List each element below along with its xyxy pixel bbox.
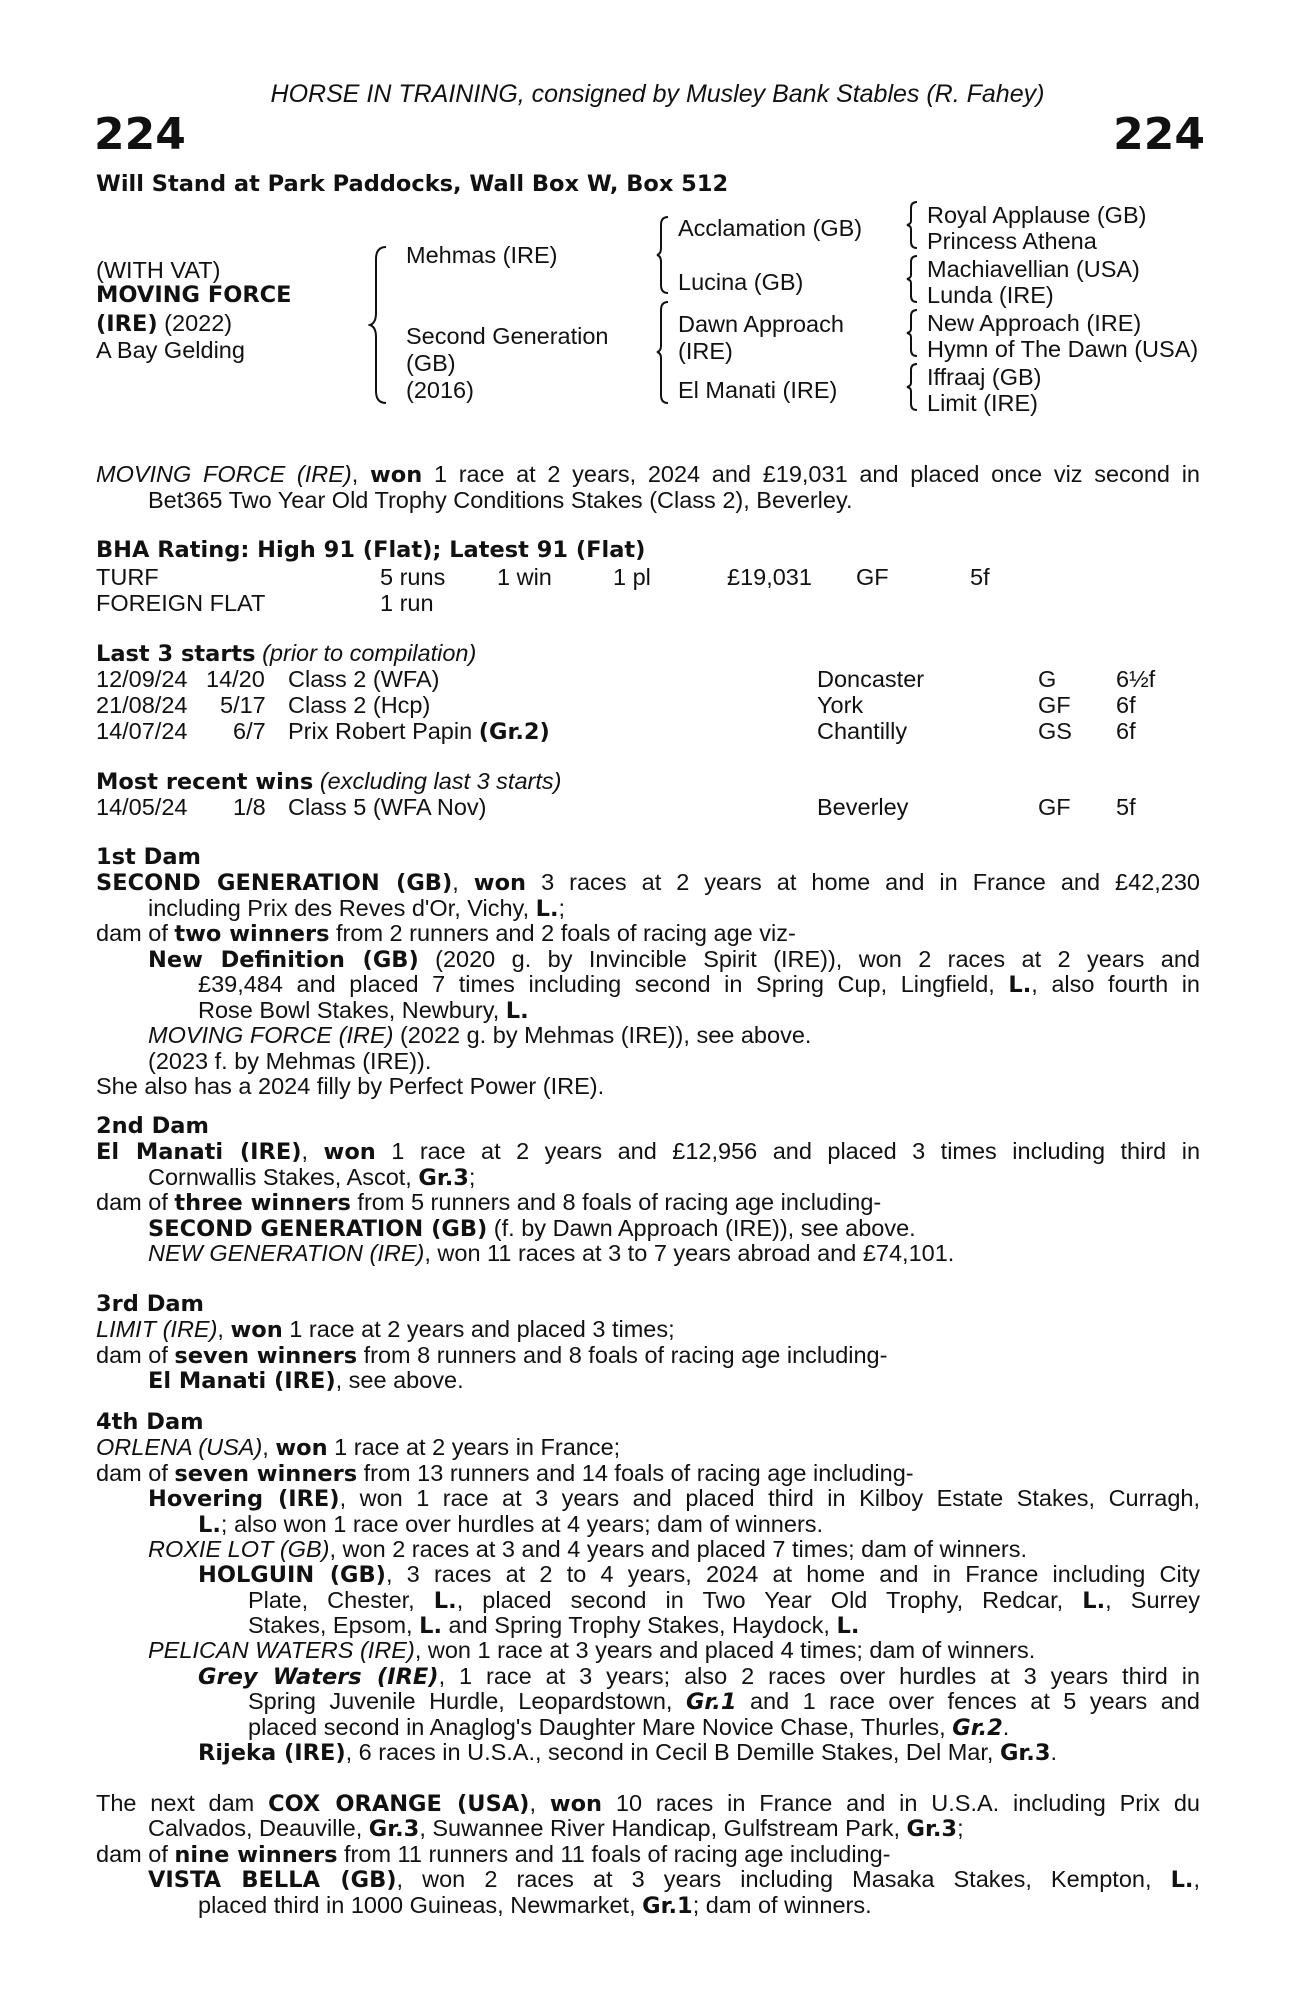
group-marker: Gr.1 (685, 1689, 737, 1715)
vista-bella-line-1 (148, 1867, 1200, 1894)
progeny-name: Grey Waters (IRE) (198, 1664, 439, 1690)
group-marker: Gr.1 (642, 1893, 693, 1919)
dam1-progeny-3: (2023 f. by Mehmas (IRE)). (148, 1048, 432, 1074)
summary-line-1: MOVING FORCE (IRE), won 1 race at 2 years, 2024 and £19,031 and placed once viz second in (96, 461, 1200, 488)
rating-going: GF (856, 564, 889, 590)
dam2-line-3 (96, 1190, 1200, 1217)
dam2-winners: three winners (174, 1190, 351, 1216)
lot-number-left: 224 (94, 109, 186, 160)
dam-name-line1: Second Generation (406, 323, 609, 349)
dam-dam: El Manati (IRE) (678, 377, 838, 403)
bha-rating-heading: BHA Rating: High 91 (Flat); Latest 91 (Flat) (96, 537, 646, 563)
dam3-text: 1 race at 2 years and placed 3 times; (282, 1316, 675, 1342)
dam1-line-1: SECOND GENERATION (GB), won 3 races at 2 years at home and in France and £42,230 (96, 869, 1201, 896)
win-date: 14/05/24 (96, 794, 188, 820)
progeny-text: placed second in Anaglog's Daughter Mare Novice Chase, Thurles, (248, 1714, 953, 1740)
progeny-text: , 1 race at 3 years; also 2 races over hurdles at 3 years third in (438, 1663, 1200, 1689)
progeny-name: PELICAN WATERS (IRE) (148, 1637, 415, 1663)
progeny-name: ROXIE LOT (GB) (148, 1536, 330, 1562)
progeny-name: HOLGUIN (GB) (198, 1562, 386, 1588)
dam2-dam-of: dam of (96, 1189, 175, 1215)
dam4-line-1 (96, 1435, 1200, 1462)
dam2-line-1 (96, 1139, 1200, 1166)
start-race-name: Prix Robert Papin (288, 718, 473, 744)
progeny-text: Stakes, Epsom, (248, 1612, 420, 1638)
gen3-sire-dam-dam: Lunda (IRE) (927, 282, 1054, 308)
next-dam-winners: nine winners (174, 1842, 338, 1868)
vat-note: (WITH VAT) (96, 257, 221, 283)
dam2-progeny-2 (148, 1241, 1252, 1267)
group-marker: Gr.3 (418, 1165, 469, 1191)
horse-description: A Bay Gelding (96, 337, 245, 363)
progeny-name: VISTA BELLA (GB) (148, 1867, 397, 1893)
gen3-dam-dam-dam: Limit (IRE) (927, 390, 1038, 416)
win-course: Beverley (817, 794, 909, 820)
sire-name: Mehmas (IRE) (406, 242, 558, 268)
dam-brace (655, 300, 671, 405)
lot-number-right: 224 (1113, 109, 1205, 160)
dam2-text: 1 race at 2 years and £12,956 and placed 3 times including third in (375, 1138, 1201, 1164)
group-marker: Gr.3 (906, 1816, 958, 1842)
progeny-text: , see above. (335, 1367, 464, 1393)
gen3-sire-sire-sire: Royal Applause (GB) (927, 202, 1147, 228)
dam3-line-1 (96, 1317, 1200, 1344)
horse-origin (96, 310, 232, 338)
last-starts-heading (96, 640, 476, 668)
dam2-progeny-1 (148, 1216, 1252, 1243)
dam4-line-2 (96, 1461, 1200, 1488)
progeny-name: MOVING FORCE (IRE) (148, 1022, 394, 1048)
dam-name-line2: (GB) (406, 350, 456, 376)
vista-bella-line-2 (198, 1893, 1302, 1920)
dam4-text: 1 race at 2 years in France; (327, 1434, 621, 1460)
dam2-line-2 (148, 1165, 1252, 1192)
dam2-name: El Manati (IRE) (96, 1139, 302, 1165)
next-dam-dam-of: dam of (96, 1841, 175, 1867)
grey-waters-line-1 (198, 1664, 1200, 1691)
group-marker: Gr.3 (999, 1740, 1051, 1766)
separator: , (262, 1434, 276, 1460)
dam3-runners: from 8 runners and 8 foals of racing age including- (357, 1342, 888, 1368)
dam1-dam-of: dam of (96, 920, 175, 946)
dam1-progeny-2 (148, 1023, 1252, 1049)
progeny-text: Spring Juvenile Hurdle, Leopardstown, (248, 1688, 686, 1714)
horse-country: (IRE) (96, 311, 158, 337)
dam2-runners: from 5 runners and 8 foals of racing age including- (350, 1189, 882, 1215)
progeny-text: , placed second in Two Year Old Trophy, Redcar, (456, 1587, 1083, 1613)
gen3-brace-2 (905, 254, 919, 304)
listed-marker: L. (433, 1588, 457, 1614)
start-going: GS (1038, 718, 1072, 744)
pelican-waters-line (148, 1638, 1252, 1664)
dam-sire-line1: Dawn Approach (678, 311, 844, 337)
progeny-text: Rose Bowl Stakes, Newbury, (198, 997, 506, 1023)
rating-earnings: £19,031 (727, 564, 812, 590)
dam1-text-2-end: ; (558, 895, 566, 921)
next-dam-runners: from 11 runners and 11 foals of racing age including- (337, 1841, 891, 1867)
dam3-progeny-1 (148, 1368, 1252, 1395)
listed-marker: L. (1170, 1867, 1194, 1893)
dam4-heading: 4th Dam (96, 1409, 204, 1435)
win-race: Class 5 (WFA Nov) (288, 794, 487, 820)
start-distance: 6f (1116, 718, 1136, 744)
grey-waters-line-2 (248, 1689, 1200, 1716)
progeny-text: . (1050, 1739, 1058, 1765)
dam3-line-2 (96, 1343, 1200, 1370)
progeny-text: , won 2 races at 3 years including Masaka Stakes, Kempton, (396, 1866, 1171, 1892)
gen3-sire-sire-dam: Princess Athena (927, 228, 1097, 254)
consignor-line: HORSE IN TRAINING, consigned by Musley Bank Stables (R. Fahey) (270, 80, 1045, 108)
start-race (288, 718, 550, 746)
progeny-text: ; also won 1 race over hurdles at 4 years; dam of winners. (220, 1511, 824, 1537)
start-position: 14/20 (206, 666, 265, 692)
rating-runs: 1 run (380, 590, 434, 616)
dam3-heading: 3rd Dam (96, 1291, 204, 1317)
dam2-won: won (323, 1139, 376, 1165)
progeny-text: (2020 g. by Invincible Spirit (IRE)), won 2 races at 2 years and (418, 946, 1201, 972)
progeny-text: , won 11 races at 3 to 7 years abroad and £74,101. (424, 1240, 955, 1266)
sire-brace (655, 215, 671, 295)
win-going: GF (1038, 794, 1071, 820)
next-dam-text: ; (957, 1815, 964, 1841)
next-dam-text: Calvados, Deauville, (148, 1815, 369, 1841)
dam2-text-2: Cornwallis Stakes, Ascot, (148, 1164, 419, 1190)
hovering-line-2 (198, 1512, 1302, 1539)
gen3-sire-dam-sire: Machiavellian (USA) (927, 256, 1140, 282)
start-distance: 6f (1116, 692, 1136, 718)
group-marker: Gr.3 (368, 1816, 420, 1842)
dam1-heading: 1st Dam (96, 844, 201, 870)
rating-surface: FOREIGN FLAT (96, 590, 266, 616)
progeny-text: , Surrey (1105, 1587, 1200, 1613)
gen3-dam-sire-sire: New Approach (IRE) (927, 310, 1142, 336)
progeny-text: , 3 races at 2 to 4 years, 2024 at home and in France including City (385, 1561, 1200, 1587)
next-dam-won: won (549, 1791, 603, 1817)
start-going: G (1038, 666, 1057, 692)
progeny-text: . (1002, 1714, 1010, 1740)
start-course: York (817, 692, 864, 718)
progeny-text: and Spring Trophy Stakes, Haydock, (442, 1612, 837, 1638)
start-race-name: Class 2 (Hcp) (288, 692, 431, 718)
horse-year: (2022) (164, 310, 233, 336)
progeny-name: Rijeka (IRE) (198, 1740, 346, 1766)
progeny-text: , won 1 race at 3 years and placed 4 times; dam of winners. (414, 1637, 1036, 1663)
dam1-progeny-1 (148, 947, 1200, 974)
last-starts-note: (prior to compilation) (262, 640, 477, 666)
progeny-text: and 1 race over fences at 5 years and (736, 1688, 1200, 1714)
next-dam-name: COX ORANGE (USA) (268, 1791, 530, 1817)
dam3-winners: seven winners (174, 1343, 358, 1369)
recent-wins-note: (excluding last 3 starts) (319, 768, 562, 794)
rating-places: 1 pl (613, 564, 651, 590)
progeny-text: placed third in 1000 Guineas, Newmarket, (198, 1892, 643, 1918)
start-race (288, 692, 430, 719)
start-date: 21/08/24 (96, 692, 188, 718)
rating-distance: 5f (970, 564, 990, 590)
progeny-text: Plate, Chester, (248, 1587, 434, 1613)
progeny-text: , also fourth in (1031, 971, 1201, 997)
dam1-winners: two winners (174, 921, 330, 947)
next-dam-line-2 (148, 1816, 1252, 1843)
rijeka-line (198, 1740, 1302, 1767)
gen3-brace-3 (905, 308, 919, 358)
hovering-line-1 (148, 1486, 1200, 1513)
start-date: 12/09/24 (96, 666, 188, 692)
progeny-text: , won 1 race at 3 years and placed third in Kilboy Estate Stakes, Curragh, (339, 1485, 1200, 1511)
separator: , (529, 1790, 550, 1816)
sire-sire: Acclamation (GB) (678, 215, 863, 241)
progeny-name: New Definition (GB) (148, 947, 419, 973)
start-position: 5/17 (220, 692, 266, 718)
start-race (288, 666, 439, 693)
progeny-text: (f. by Dawn Approach (IRE)), see above. (487, 1215, 916, 1241)
listed-marker: L. (505, 998, 529, 1024)
dam4-dam-of: dam of (96, 1460, 175, 1486)
next-dam-text: 10 races in France and in U.S.A. including Prix du (602, 1790, 1200, 1816)
rating-wins: 1 win (497, 564, 552, 590)
rating-runs: 5 runs (380, 564, 446, 590)
dam1-line-2 (148, 896, 1252, 923)
start-course: Chantilly (817, 718, 908, 744)
start-race-grade: (Gr.2) (478, 719, 550, 745)
gen3-dam-sire-dam: Hymn of The Dawn (USA) (927, 336, 1199, 362)
listed-marker: L. (1082, 1588, 1106, 1614)
next-dam-intro: The next dam (96, 1790, 269, 1816)
progeny-text: £39,484 and placed 7 times including second in Spring Cup, Lingfield, (198, 971, 1009, 997)
dam1-text: 3 races at 2 years at home and in France and £42,230 (526, 869, 1201, 895)
progeny-text: (2022 g. by Mehmas (IRE)), see above. (393, 1022, 812, 1048)
listed-marker: L. (836, 1613, 860, 1639)
dam1-line-3 (96, 921, 1200, 948)
recent-wins-title: Most recent wins (96, 769, 314, 795)
gen3-dam-dam-sire: Iffraaj (GB) (927, 364, 1042, 390)
group-marker: Gr.2 (952, 1715, 1003, 1741)
next-dam-line-1 (96, 1791, 1200, 1818)
dam1-footer: She also has a 2024 filly by Perfect Power (IRE). (96, 1073, 605, 1099)
dam1-progeny-1-line-2 (198, 972, 1200, 999)
dam4-winners: seven winners (174, 1461, 358, 1487)
next-dam-text: , Suwannee River Handicap, Gulfstream Park, (419, 1815, 907, 1841)
summary-text-1: 1 race at 2 years, 2024 and £19,031 and placed once viz second in (422, 461, 1200, 487)
dam3-dam-of: dam of (96, 1342, 175, 1368)
progeny-name: Hovering (IRE) (148, 1486, 340, 1512)
next-dam-line-3 (96, 1842, 1200, 1869)
listed-marker: L. (198, 1512, 221, 1538)
dam1-won: won (473, 870, 527, 896)
dam2-text-2-end: ; (468, 1164, 476, 1190)
progeny-text: ; dam of winners. (692, 1892, 872, 1918)
start-race-name: Class 2 (WFA) (288, 666, 440, 692)
holguin-line-2 (248, 1588, 1200, 1615)
progeny-name: El Manati (IRE) (148, 1368, 336, 1394)
progeny-text: , won 2 races at 3 and 4 years and placed 7 times; dam of winners. (329, 1536, 1028, 1562)
dam-sire-line2: (IRE) (678, 338, 733, 364)
dam1-name: SECOND GENERATION (GB) (96, 870, 453, 896)
holguin-line-3 (248, 1613, 1315, 1640)
dam2-heading: 2nd Dam (96, 1113, 209, 1139)
dam3-won: won (230, 1317, 283, 1343)
holguin-line-1 (198, 1562, 1200, 1589)
gen3-brace-4 (905, 362, 919, 412)
dam4-won: won (275, 1435, 328, 1461)
dam1-runners: from 2 runners and 2 foals of racing age viz- (329, 920, 796, 946)
start-distance: 6½f (1116, 666, 1156, 692)
recent-wins-heading (96, 768, 561, 796)
start-position: 6/7 (233, 718, 266, 744)
dam4-name: ORLENA (USA) (96, 1434, 263, 1460)
dam3-name: LIMIT (IRE) (96, 1316, 218, 1342)
summary-horse-name: MOVING FORCE (IRE) (96, 461, 352, 487)
start-date: 14/07/24 (96, 718, 188, 744)
progeny-name: NEW GENERATION (IRE) (148, 1240, 425, 1266)
progeny-text: , 6 races in U.S.A., second in Cecil B Demille Stakes, Del Mar, (345, 1739, 1000, 1765)
progeny-text: , (1193, 1866, 1200, 1892)
listed-marker: L. (535, 896, 559, 922)
summary-won: won (369, 462, 423, 488)
rating-surface: TURF (96, 564, 159, 590)
roxie-lot-line (148, 1537, 1252, 1563)
sire-dam-brace (368, 245, 390, 405)
progeny-name: SECOND GENERATION (GB) (148, 1216, 488, 1242)
grey-waters-line-3 (248, 1715, 1315, 1742)
horse-name: MOVING FORCE (96, 282, 292, 308)
start-course: Doncaster (817, 666, 925, 692)
gen3-brace-1 (905, 200, 919, 250)
dam1-progeny-1-line-3 (198, 998, 1302, 1025)
listed-marker: L. (1008, 972, 1032, 998)
dam-name-line3: (2016) (406, 377, 474, 403)
stable-location: Will Stand at Park Paddocks, Wall Box W, Box 512 (96, 171, 729, 197)
last-starts-title: Last 3 starts (96, 641, 256, 667)
separator: , (217, 1316, 231, 1342)
separator: , (301, 1138, 324, 1164)
dam4-runners: from 13 runners and 14 foals of racing age including- (357, 1460, 914, 1486)
listed-marker: L. (419, 1613, 442, 1639)
summary-line-2: Bet365 Two Year Old Trophy Conditions Stakes (Class 2), Beverley. (148, 487, 853, 513)
start-going: GF (1038, 692, 1071, 718)
dam1-text-2: including Prix des Reves d'Or, Vichy, (148, 895, 536, 921)
win-position: 1/8 (233, 794, 266, 820)
win-distance: 5f (1116, 794, 1136, 820)
sire-dam: Lucina (GB) (678, 269, 804, 295)
